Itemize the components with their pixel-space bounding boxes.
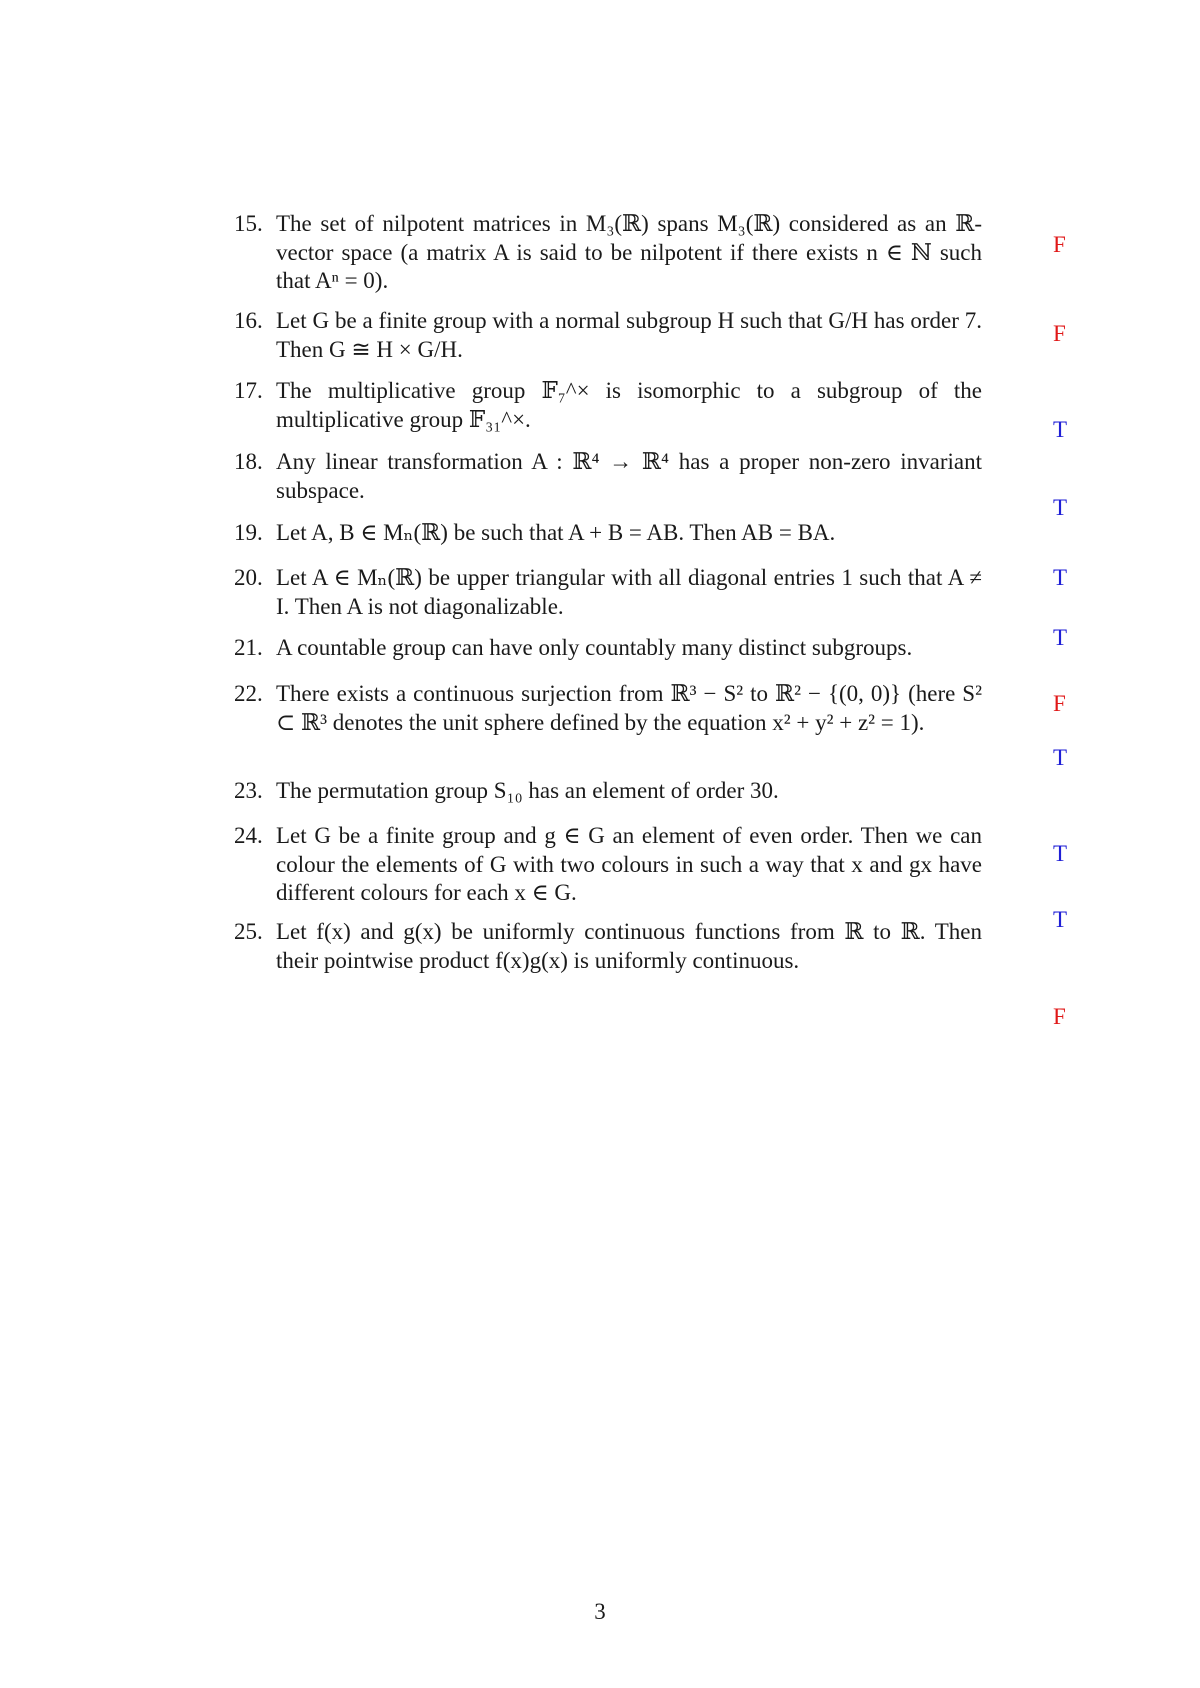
- question-number: 20.: [234, 565, 263, 590]
- answer-19: T: [1053, 565, 1068, 590]
- question-text: The multiplicative group 𝔽₇^× is isomorphic to a subgroup of the multiplicative group 𝔽₃₁^×.: [276, 378, 982, 432]
- answer-21: F: [1053, 691, 1066, 716]
- question-number: 18.: [234, 449, 263, 474]
- question-text: Let A, B ∈ Mₙ(ℝ) be such that A + B = AB. Then AB = BA.: [276, 520, 836, 545]
- question-number: 15.: [234, 211, 263, 236]
- question-number: 23.: [234, 778, 263, 803]
- question-text: The set of nilpotent matrices in M₃(ℝ) spans M₃(ℝ) considered as an ℝ-vector space (a matrix A is said to be nilpotent if there exists n ∈ ℕ such that Aⁿ = 0).: [276, 211, 982, 293]
- question-text: There exists a continuous surjection from ℝ³ − S² to ℝ² − {(0, 0)} (here S² ⊂ ℝ³ denotes the unit sphere defined by the equation x² + y² + z² = 1).: [276, 681, 982, 735]
- question-number: 24.: [234, 823, 263, 848]
- answer-23: T: [1053, 841, 1068, 866]
- answer-15: F: [1053, 232, 1066, 257]
- question-number: 16.: [234, 308, 263, 333]
- question-text: Let f(x) and g(x) be uniformly continuous functions from ℝ to ℝ. Then their pointwise product f(x)g(x) is uniformly continuous.: [276, 919, 982, 973]
- question-text: Let G be a finite group with a normal subgroup H such that G/H has order 7. Then G ≅ H × G/H.: [276, 308, 982, 362]
- question-number: 19.: [234, 520, 263, 545]
- answer-25: F: [1053, 1004, 1066, 1029]
- question-text: Let A ∈ Mₙ(ℝ) be upper triangular with all diagonal entries 1 such that A ≠ I. Then A is not diagonalizable.: [276, 565, 982, 619]
- question-number: 22.: [234, 681, 263, 706]
- answer-17: T: [1053, 417, 1068, 442]
- answer-20: T: [1053, 625, 1068, 650]
- question-number: 21.: [234, 635, 263, 660]
- answer-22: T: [1053, 745, 1068, 770]
- question-text: The permutation group S₁₀ has an element of order 30.: [276, 778, 779, 803]
- question-text: A countable group can have only countably many distinct subgroups.: [276, 635, 913, 660]
- question-text: Let G be a finite group and g ∈ G an element of even order. Then we can colour the elements of G with two colours in such a way that x and gx have different colours for each x ∈ G.: [276, 823, 982, 905]
- question-text: Any linear transformation A : ℝ⁴ → ℝ⁴ has a proper non-zero invariant subspace.: [276, 449, 982, 503]
- answer-16: F: [1053, 321, 1066, 346]
- question-number: 25.: [234, 919, 263, 944]
- answer-18: T: [1053, 495, 1068, 520]
- answer-24: T: [1053, 907, 1068, 932]
- question-number: 17.: [234, 378, 263, 403]
- page-number: 3: [594, 1599, 606, 1624]
